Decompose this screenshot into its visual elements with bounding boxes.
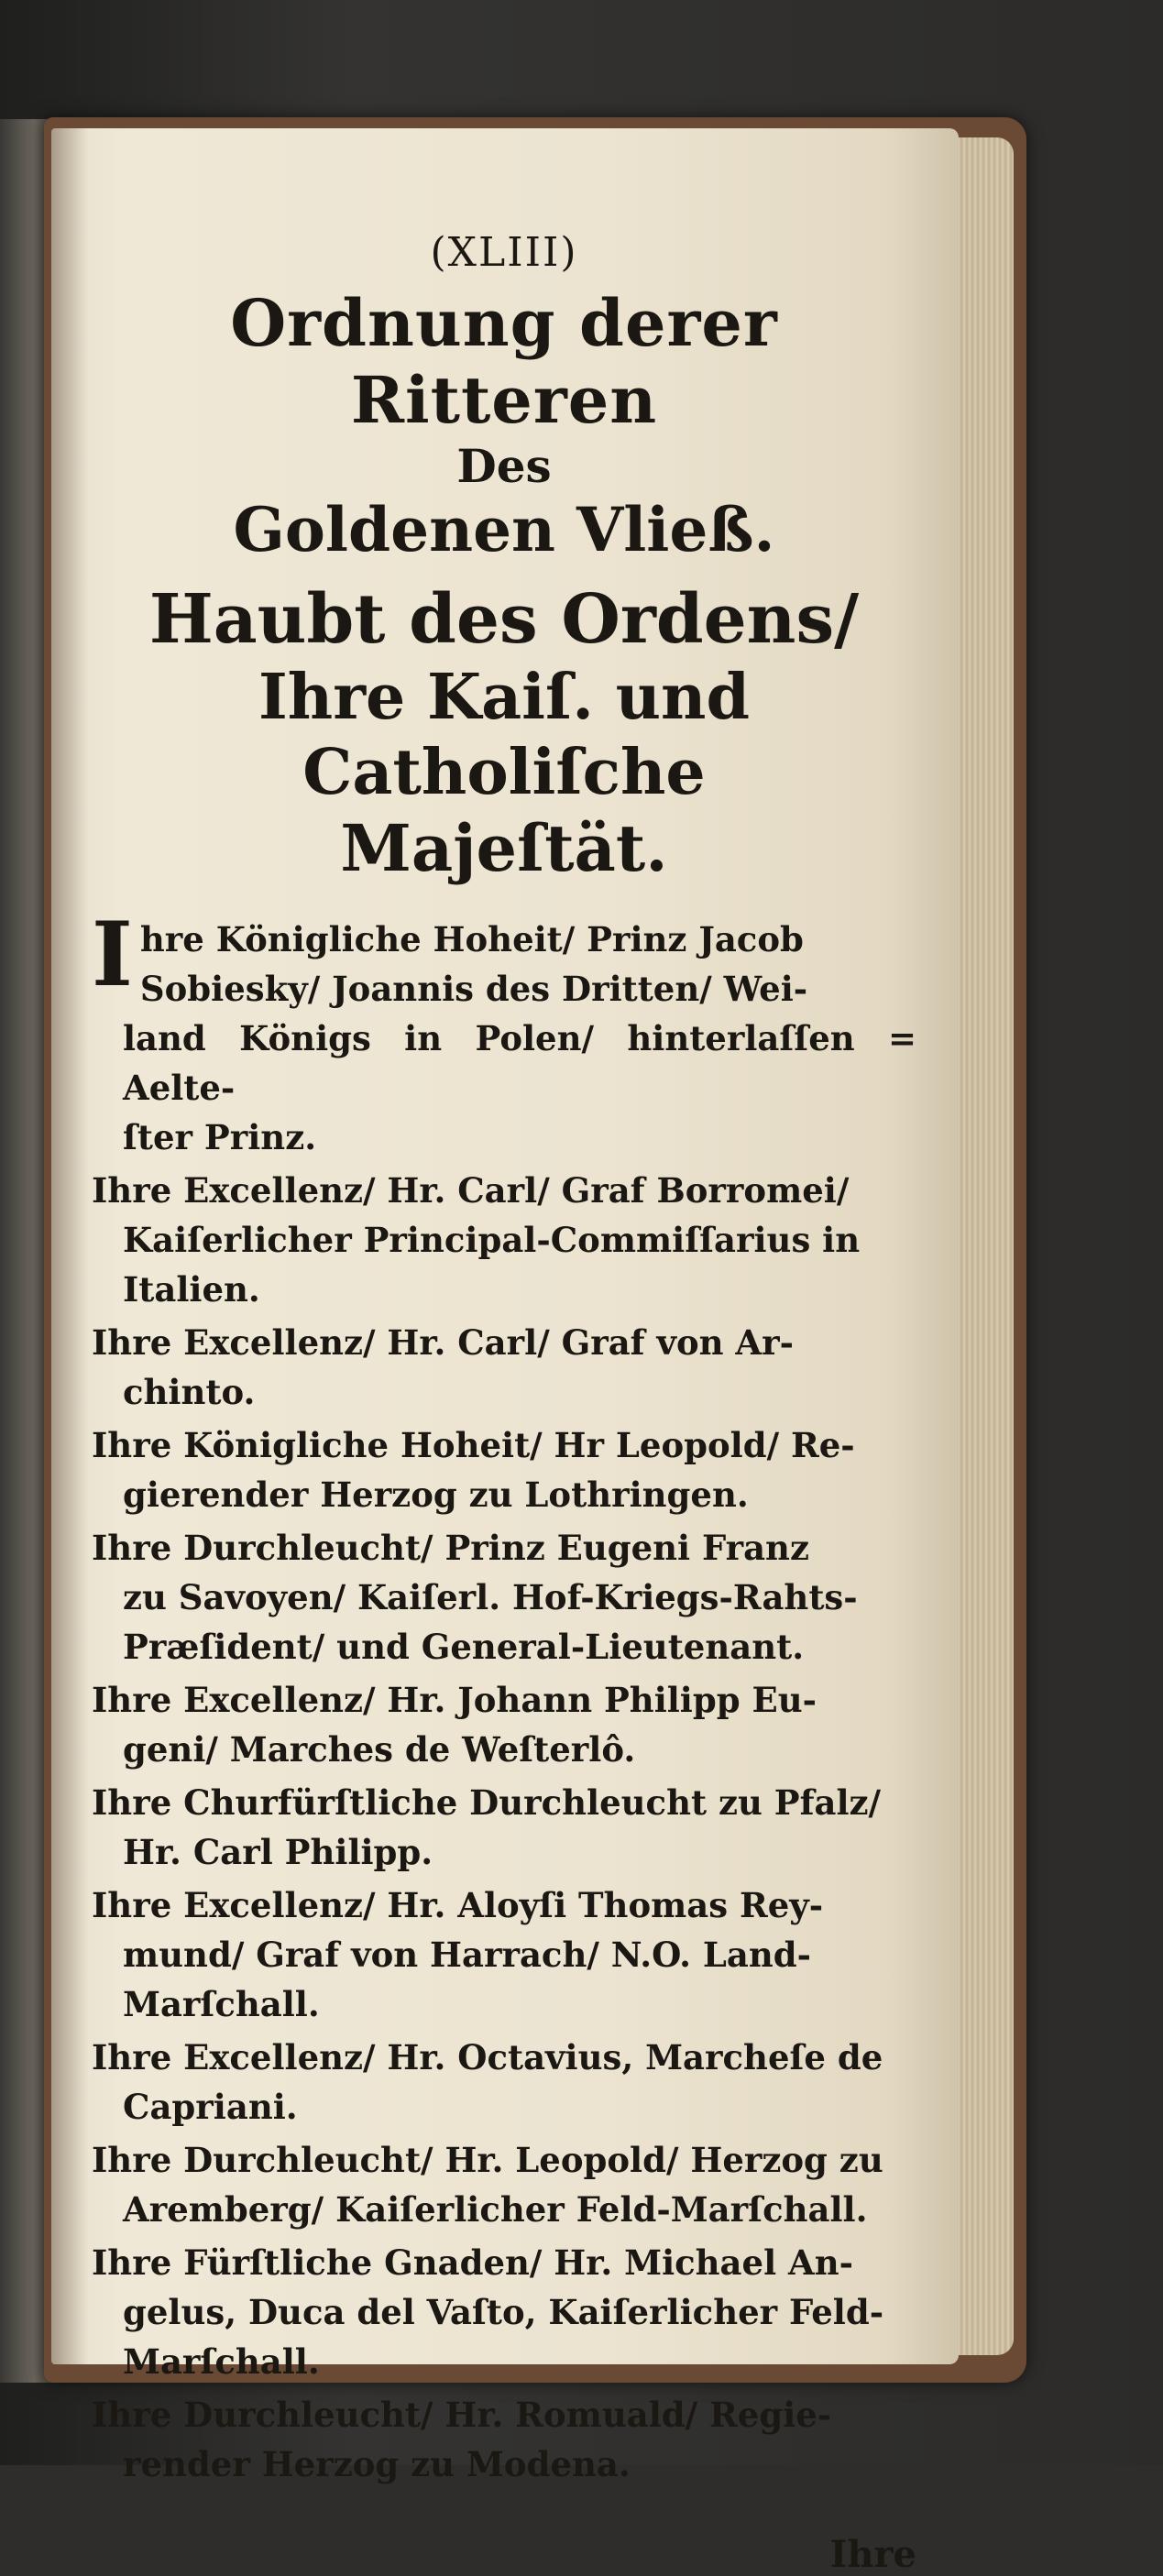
entry-continuation: chinto.: [123, 1372, 256, 1413]
entry-continuation: geni/ Marches de Weſterlô.: [123, 1729, 636, 1770]
list-item: [92, 2033, 916, 2132]
entry-continuation: Capriani.: [123, 2087, 298, 2128]
entry-continuation: Aremberg/ Kaiſerlicher Feld-Marſchall.: [123, 2189, 868, 2231]
entry-lead: Ihre Excellenz/ Hr. Carl/ Graf von Ar-: [92, 1322, 794, 1364]
entry-continuation: gierender Herzog zu Lothringen.: [123, 1474, 749, 1516]
title-line-5: Ihre Kaiſ. und Catholiſche: [258, 660, 751, 809]
entry-continuation: ſter Prinz.: [123, 1117, 317, 1158]
title-line-6: Majeſtät.: [340, 810, 668, 887]
title-line-1: Ordnung derer Ritteren: [230, 285, 778, 438]
entry-continuation: mund/ Graf von Harrach/ N.O. Land-: [123, 1935, 812, 1976]
title-block: [92, 285, 916, 887]
list-item: [92, 1523, 916, 1672]
title-line-2: Des: [456, 439, 552, 493]
entry-continuation: Sobiesky/ Joannis des Dritten/ Wei-: [139, 969, 808, 1010]
page-block-edge: [959, 137, 1014, 2355]
entry-lead: Ihre Excellenz/ Hr. Aloyſi Thomas Rey-: [92, 1885, 824, 1926]
list-item: [92, 2238, 916, 2386]
entry-continuation: zu Savoyen/ Kaiſerl. Hof-Kriegs-Rahts-: [123, 1577, 858, 1618]
title-line-3: Goldenen Vließ.: [233, 494, 775, 565]
entry-lead: Ihre Excellenz/ Hr. Octavius, Marcheſe de: [92, 2037, 883, 2078]
list-item: [92, 1318, 916, 1417]
entry-lead: Ihre Durchleucht/ Prinz Eugeni Franz: [92, 1528, 809, 1569]
entry-continuation: render Herzog zu Modena.: [123, 2444, 631, 2485]
entry-lead: Ihre Königliche Hoheit/ Prinz Jacob: [92, 903, 804, 1007]
entry-lead: Ihre Durchleucht/ Hr. Leopold/ Herzog zu: [92, 2140, 883, 2181]
entry-continuation: Italien.: [123, 1269, 260, 1310]
entry-lead: Ihre Churfürſtliche Durchleucht zu Pfalz/: [92, 1782, 882, 1824]
list-item: [92, 1778, 916, 1877]
entry-lead: Ihre Durchleucht/ Hr. Romuald/ Regie-: [92, 2395, 832, 2436]
entry-continuation: Hr. Carl Philipp.: [123, 1832, 433, 1873]
entry-continuation: land Königs in Polen/ hinterlaſſen = Aelte-: [123, 1018, 916, 1109]
entry-continuation: Marſchall.: [123, 1984, 320, 2025]
gutter-shadow: [51, 128, 88, 2364]
list-item: [92, 2135, 916, 2234]
knights-list: [92, 903, 916, 2489]
page-number: (XLIII): [430, 229, 578, 276]
page-content: [92, 229, 916, 2576]
entry-continuation: Kaiſerlicher Principal-Commiſſarius in: [123, 1220, 861, 1261]
catchword: Ihre: [829, 2533, 916, 2576]
entry-lead: Ihre Excellenz/ Hr. Carl/ Graf Borromei/: [92, 1170, 850, 1211]
list-item: [92, 1420, 916, 1519]
list-item: [92, 1166, 916, 1314]
list-item: [92, 1675, 916, 1774]
entry-continuation: Marſchall.: [123, 2341, 320, 2383]
entry-lead: Ihre Fürſtliche Gnaden/ Hr. Michael An-: [92, 2242, 853, 2284]
entry-lead: Ihre Excellenz/ Hr. Johann Philipp Eu-: [92, 1680, 817, 1721]
entry-continuation: Præſident/ und General-Lieutenant.: [123, 1627, 805, 1668]
entry-continuation: gelus, Duca del Vaſto, Kaiſerlicher Feld-: [123, 2292, 884, 2333]
list-item: [92, 903, 916, 1162]
title-line-4: Haubt des Ordens/: [148, 580, 860, 660]
list-item: [92, 2390, 916, 2489]
list-item: [92, 1880, 916, 2029]
entry-lead: Ihre Königliche Hoheit/ Hr Leopold/ Re-: [92, 1425, 855, 1466]
